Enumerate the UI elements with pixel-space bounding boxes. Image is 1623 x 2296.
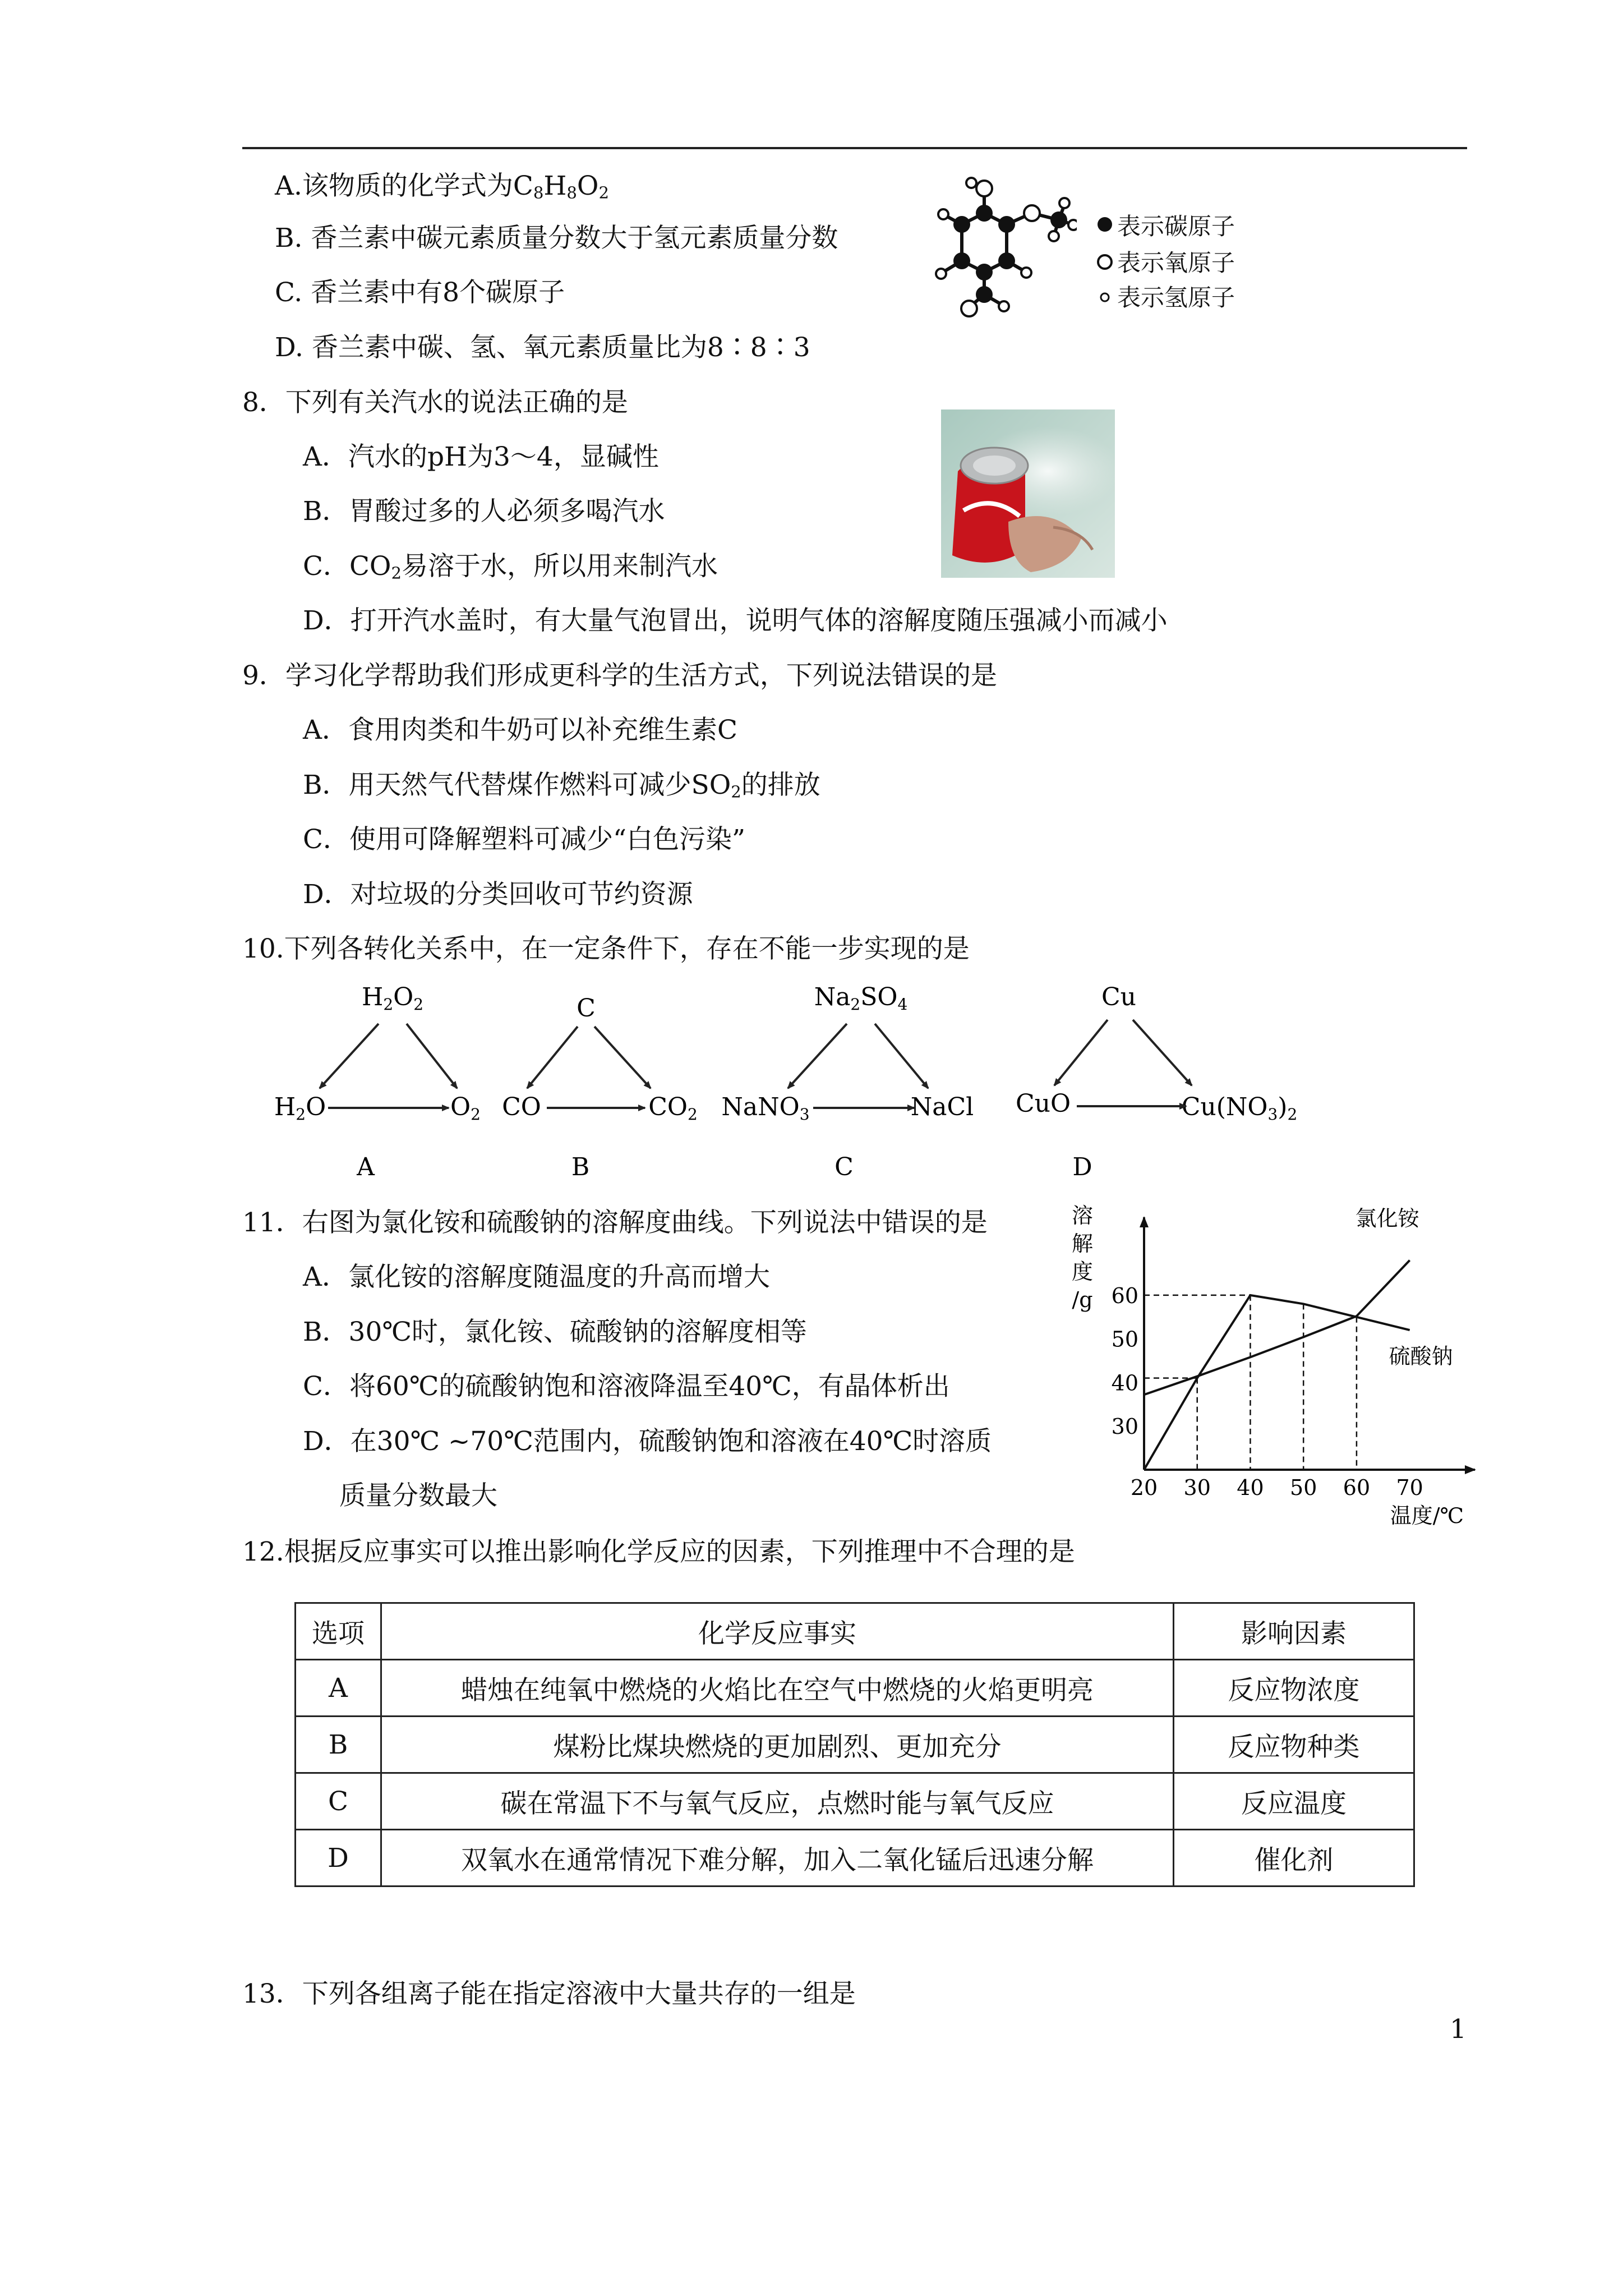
q11-option-d-line2: 质量分数最大 [339, 1480, 497, 1511]
reaction-facts-table [294, 1602, 1415, 1887]
q8-option-d: D．打开汽水盖时，有大量气泡冒出，说明气体的溶解度随压强减小而减小 [303, 605, 1168, 636]
solubility-chart [1060, 1200, 1486, 1537]
diagram-a-top: H2O2 [361, 983, 424, 1014]
chart-labels [1072, 1203, 1464, 1528]
q8-stem: 8．下列有关汽水的说法正确的是 [242, 387, 628, 418]
oxygen-atom-icon [1096, 254, 1113, 270]
diagram-c-right: NaCl [910, 1093, 974, 1121]
x-tick-label: 50 [1290, 1475, 1317, 1500]
diagram-d [1016, 983, 1297, 1181]
q9-option-b: B．用天然气代替煤作燃料可减少$SO_2$的排放 [303, 770, 820, 802]
page-number: 1 [1450, 2014, 1467, 2045]
q11-option-d-line1: D．在30℃ ~70℃范围内，硫酸钠饱和溶液在40℃时溶质 [303, 1426, 992, 1457]
x-tick-label: 40 [1237, 1475, 1264, 1500]
x-tick-label: 70 [1396, 1475, 1423, 1500]
q7-option-a: A.该物质的化学式为$C_8H_8O_2$ [275, 171, 609, 203]
table-cell: D [296, 1830, 381, 1887]
series-label: 硫酸钠 [1389, 1344, 1453, 1369]
table-header-cell: 选项 [296, 1603, 381, 1660]
q8-option-b: B．胃酸过多的人必须多喝汽水 [303, 496, 665, 527]
table-row [296, 1773, 1414, 1830]
diagram-d-label: D [1072, 1153, 1092, 1181]
q13-stem: 13．下列各组离子能在指定溶液中大量共存的一组是 [242, 1978, 856, 2009]
table-cell: B [296, 1717, 381, 1773]
table-header-row [296, 1603, 1414, 1660]
diagram-d-left: CuO [1015, 1089, 1071, 1118]
table-cell: 催化剂 [1174, 1830, 1414, 1887]
y-axis-label: 度 [1071, 1259, 1094, 1284]
q9-option-a: A．食用肉类和牛奶可以补充维生素C [303, 715, 737, 746]
table-header-cell: 化学反应事实 [381, 1603, 1174, 1660]
q11-option-a: A．氯化铵的溶解度随温度的升高而增大 [303, 1262, 770, 1292]
y-tick-label: 30 [1111, 1414, 1138, 1439]
y-axis-label: 溶 [1071, 1203, 1094, 1228]
diagram-b-label: B [571, 1153, 590, 1181]
x-tick-label: 20 [1130, 1475, 1158, 1500]
vanillin-molecule-diagram [920, 168, 1077, 331]
table-row [296, 1660, 1414, 1717]
diagram-a-label: A [357, 1153, 375, 1181]
table-row [296, 1830, 1414, 1887]
chart-series [1144, 1260, 1410, 1470]
diagram-b-left: CO [502, 1093, 541, 1121]
diagram-a-right: O2 [450, 1093, 481, 1124]
table-cell: 反应物浓度 [1174, 1660, 1414, 1717]
y-tick-label: 40 [1111, 1370, 1138, 1396]
q7-option-b: B. 香兰素中碳元素质量分数大于氢元素质量分数 [275, 223, 838, 254]
y-tick-label: 50 [1111, 1327, 1138, 1352]
header-rule [242, 147, 1467, 149]
legend-carbon: 表示碳原子 [1117, 213, 1235, 240]
diagram-d-top: Cu [1101, 983, 1137, 1011]
y-tick-label: 60 [1111, 1283, 1138, 1308]
series-line-1 [1144, 1295, 1410, 1470]
x-axis-label: 温度/℃ [1390, 1503, 1464, 1528]
diagram-b-right: CO2 [648, 1093, 698, 1124]
table-header-cell: 影响因素 [1174, 1603, 1414, 1660]
legend-oxygen: 表示氧原子 [1117, 249, 1235, 277]
q7-option-d: D. 香兰素中碳、氢、氧元素质量比为8∶8∶3 [275, 332, 810, 363]
q9-stem: 9．学习化学帮助我们形成更科学的生活方式，下列说法错误的是 [242, 660, 997, 691]
q8-option-a: A．汽水的pH为3～4，显碱性 [303, 441, 659, 472]
table-cell: 煤粉比煤块燃烧的更加剧烈、更加充分 [381, 1717, 1174, 1773]
table-cell: 反应物种类 [1174, 1717, 1414, 1773]
hydrogen-atom-icon [1099, 292, 1110, 303]
q8-option-c: C．$CO_2$易溶于水，所以用来制汽水 [303, 551, 718, 583]
y-axis-label: /g [1072, 1287, 1093, 1312]
q11-option-b: B．30℃时，氯化铵、硫酸钠的溶解度相等 [303, 1317, 807, 1347]
q9-option-d: D．对垃圾的分类回收可节约资源 [303, 879, 693, 910]
diagram-b-top: C [577, 994, 596, 1023]
q9-option-c: C．使用可降解塑料可减少“白色污染” [303, 824, 746, 855]
q11-option-c: C．将60℃的硫酸钠饱和溶液降温至40℃，有晶体析出 [303, 1371, 950, 1402]
table-cell: 反应温度 [1174, 1773, 1414, 1830]
conversion-diagrams [247, 982, 1368, 1195]
x-tick-label: 30 [1183, 1475, 1211, 1500]
table-row [296, 1717, 1414, 1773]
carbon-atom-icon [1096, 216, 1113, 233]
legend-hydrogen: 表示氢原子 [1117, 284, 1235, 311]
diagram-c [721, 983, 974, 1181]
diagram-c-top: Na2SO4 [814, 983, 908, 1014]
table-cell: A [296, 1660, 381, 1717]
diagram-a-left: H2O [274, 1093, 326, 1124]
y-axis-label: 解 [1071, 1231, 1094, 1256]
q10-stem: 10.下列各转化关系中，在一定条件下，存在不能一步实现的是 [242, 933, 970, 964]
soda-can-photo [941, 409, 1115, 578]
q7-option-c: C. 香兰素中有8个碳原子 [275, 277, 565, 308]
series-label: 氯化铵 [1355, 1206, 1419, 1231]
diagram-d-right: Cu(NO3)2 [1181, 1093, 1298, 1124]
q12-stem: 12.根据反应事实可以推出影响化学反应的因素，下列推理中不合理的是 [242, 1536, 1075, 1567]
diagram-a [274, 983, 481, 1181]
q11-stem: 11．右图为氯化铵和硫酸钠的溶解度曲线。下列说法中错误的是 [242, 1207, 988, 1238]
diagram-c-label: C [834, 1153, 854, 1181]
series-line-0 [1144, 1260, 1410, 1395]
diagram-b [502, 994, 698, 1181]
table-cell: 蜡烛在纯氧中燃烧的火焰比在空气中燃烧的火焰更明亮 [381, 1660, 1174, 1717]
diagram-c-left: NaNO3 [721, 1093, 810, 1124]
table-cell: 碳在常温下不与氧气反应，点燃时能与氧气反应 [381, 1773, 1174, 1830]
x-tick-label: 60 [1343, 1475, 1371, 1500]
chart-axes [1144, 1217, 1475, 1470]
table-cell: 双氧水在通常情况下难分解，加入二氧化锰后迅速分解 [381, 1830, 1174, 1887]
chart-guides [1144, 1295, 1357, 1470]
table-cell: C [296, 1773, 381, 1830]
